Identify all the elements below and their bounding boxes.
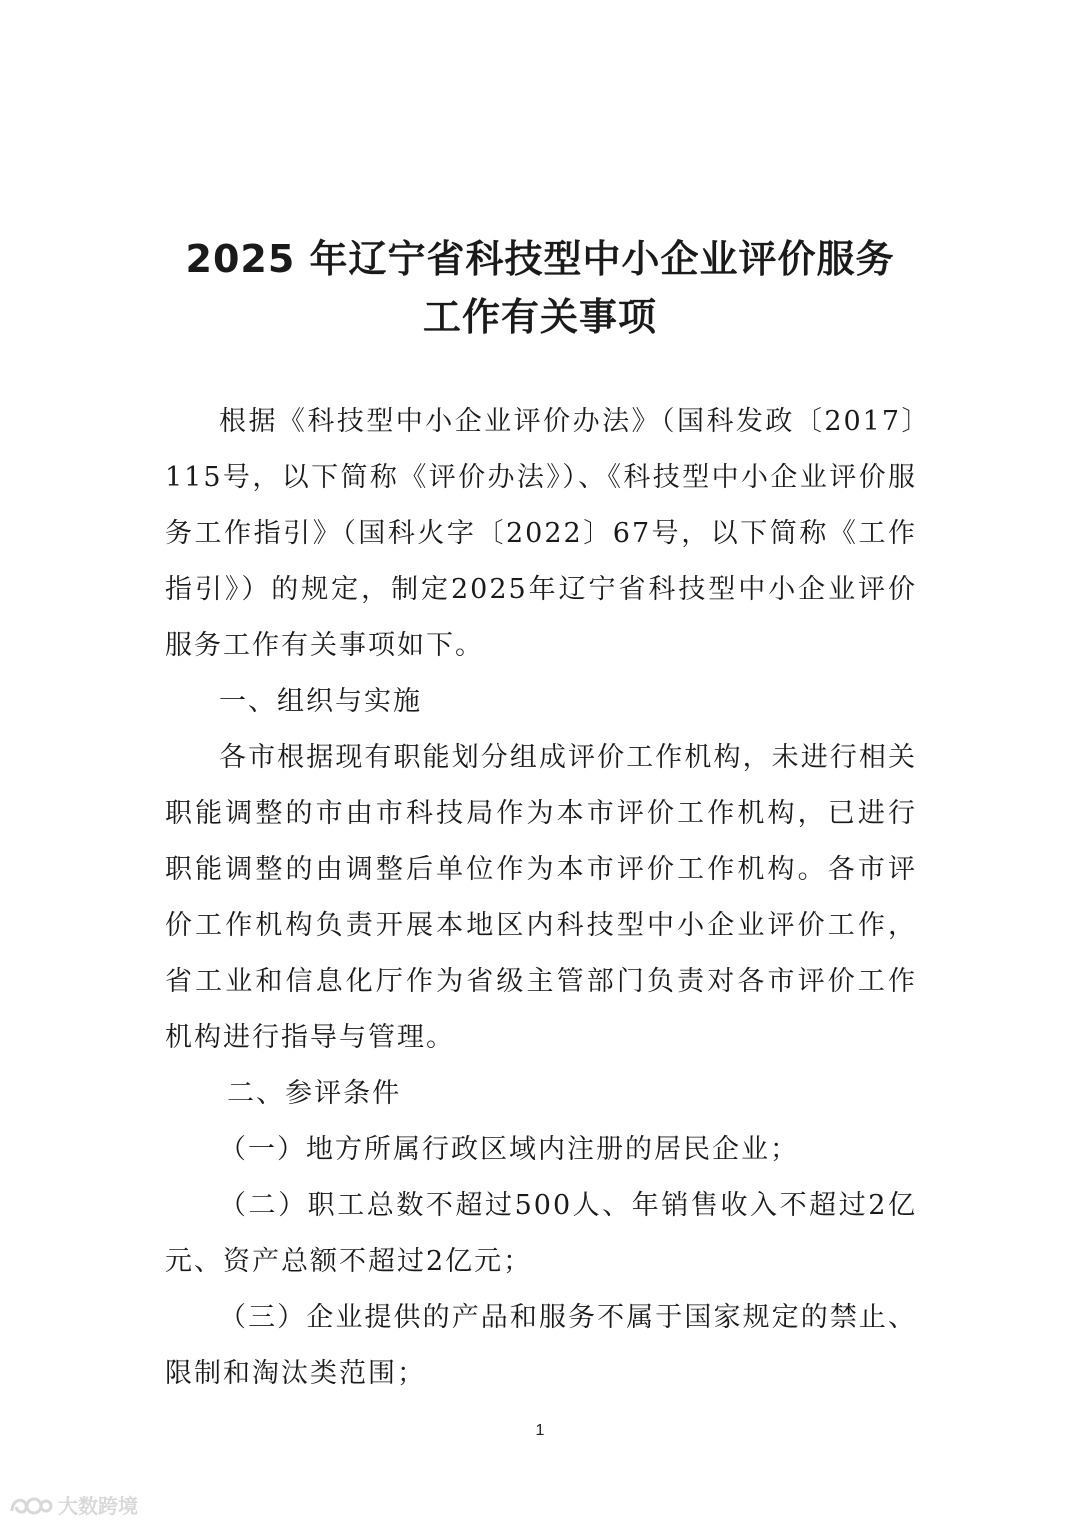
eligibility-item-2: （二）职工总数不超过500人、年销售收入不超过2亿元、资产总额不超过2亿元； xyxy=(165,1190,917,1277)
eligibility-item-3: （三）企业提供的产品和服务不属于国家规定的禁止、限制和淘汰类范围； xyxy=(165,1302,917,1389)
organization-paragraph: 各市根据现有职能划分组成评价工作机构，未进行相关职能调整的市由市科技局作为本市评价工作机构，已进行职能调整的由调整后单位作为本市评价工作机构。各市评价工作机构负责开展本地区内科技型中小企业评价工作，省工业和信息化厅作为省级主管部门负责对各市评价工作机构进行指导与管理。 xyxy=(165,742,917,1053)
page-number: 1 xyxy=(535,1422,545,1439)
watermark xyxy=(8,1490,138,1519)
watermark-text: 大数跨境 xyxy=(58,1494,138,1518)
document-body xyxy=(165,394,917,1402)
section-heading-organization: 一、组织与实施 xyxy=(219,686,422,717)
document-title-line-2: 工作有关事项 xyxy=(422,295,657,339)
watermark-logo-icon xyxy=(8,1493,54,1517)
document-title-line-1: 2025 年辽宁省科技型中小企业评价服务 xyxy=(185,237,895,281)
section-heading-eligibility: 二、参评条件 xyxy=(227,1078,402,1109)
intro-paragraph: 根据《科技型中小企业评价办法》（国科发政〔2017〕115号，以下简称《评价办法》）、《科技型中小企业评价服务工作指引》（国科火字〔2022〕67号，以下简称《工作指引》）的规定，制定2025年辽宁省科技型中小企业评价服务工作有关事项如下。 xyxy=(165,406,917,661)
eligibility-item-1: （一）地方所属行政区域内注册的居民企业； xyxy=(219,1134,799,1165)
